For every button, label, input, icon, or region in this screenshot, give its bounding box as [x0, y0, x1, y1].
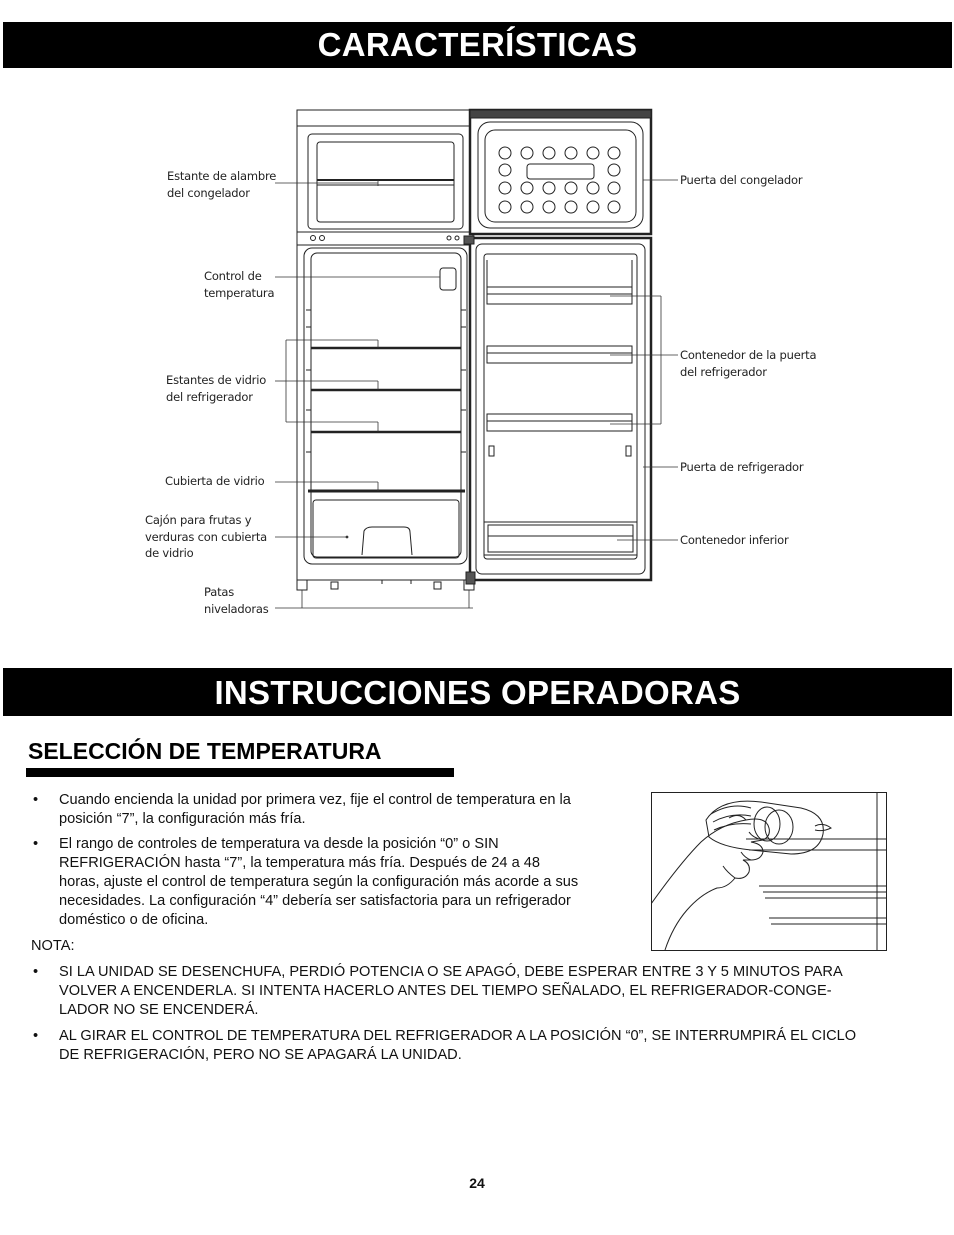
bullet-marker: •	[33, 836, 39, 852]
page-number: 24	[469, 1175, 485, 1191]
label-fridge-door-bin: Contenedor de la puerta del refrigerador	[680, 348, 817, 379]
note-bullet-2: AL GIRAR EL CONTROL DE TEMPERATURA DEL REFRIGERADOR A LA POSICIÓN “0”, SE INTERRUMPIRÁ EL CICLO DE REFRIGERACIÓN, PERO NO SE APAGARÁ LA UNIDAD.	[59, 1028, 857, 1063]
label-temperature-control: Control de temperatura	[204, 269, 275, 300]
label-glass-cover: Cubierta de vidrio	[165, 474, 265, 488]
instructions-title: INSTRUCCIONES OPERADORAS	[214, 674, 741, 711]
section-title: SELECCIÓN DE TEMPERATURA	[28, 738, 382, 764]
instruction-bullet-1: Cuando encienda la unidad por primera vez, fije el control de temperatura en la posición “7”, la configuración más fría.	[59, 792, 571, 827]
section-title-rule	[26, 768, 454, 777]
bullet-marker: •	[33, 792, 39, 808]
label-freezer-door: Puerta del congelador	[680, 173, 803, 187]
note-bullet-1: SI LA UNIDAD SE DESENCHUFA, PERDIÓ POTENCIA O SE APAGÓ, DEBE ESPERAR ENTRE 3 Y 5 MINUTOS PARA VOLVER A ENCENDERLA. SI INTENTA HACERLO ANTES DEL TIEMPO SEÑALADO, EL REFRIGERADOR-CONGE- LADOR NO SE ENCENDERÁ.	[59, 964, 843, 1018]
bullet-marker: •	[33, 1028, 39, 1044]
instructions-banner	[3, 668, 952, 716]
label-crisper-drawer: Cajón para frutas y verduras con cubierta de vidrio	[145, 513, 267, 560]
label-fridge-door: Puerta de refrigerador	[680, 460, 804, 474]
label-leveling-legs: Patas niveladoras	[204, 585, 269, 616]
label-fridge-glass-shelves: Estantes de vidrio del refrigerador	[166, 373, 267, 404]
label-freezer-wire-shelf: Estante de alambre del congelador	[167, 169, 277, 200]
note-label: NOTA:	[31, 938, 75, 954]
instruction-bullet-2: El rango de controles de temperatura va desde la posición “0” o SIN REFRIGERACIÓN hasta “7”, la temperatura más fría. Después de 24 a 48 horas, ajuste el control de temperatura según la configuración más acorde a sus necesidades. La configuración “4” debería ser satisfactoria para un refrigerador doméstico o de oficina.	[59, 836, 579, 928]
features-title: CARACTERÍSTICAS	[317, 26, 638, 63]
label-lower-bin: Contenedor inferior	[680, 533, 789, 547]
bullet-marker: •	[33, 964, 39, 980]
hand-turning-dial-illustration	[651, 792, 887, 951]
